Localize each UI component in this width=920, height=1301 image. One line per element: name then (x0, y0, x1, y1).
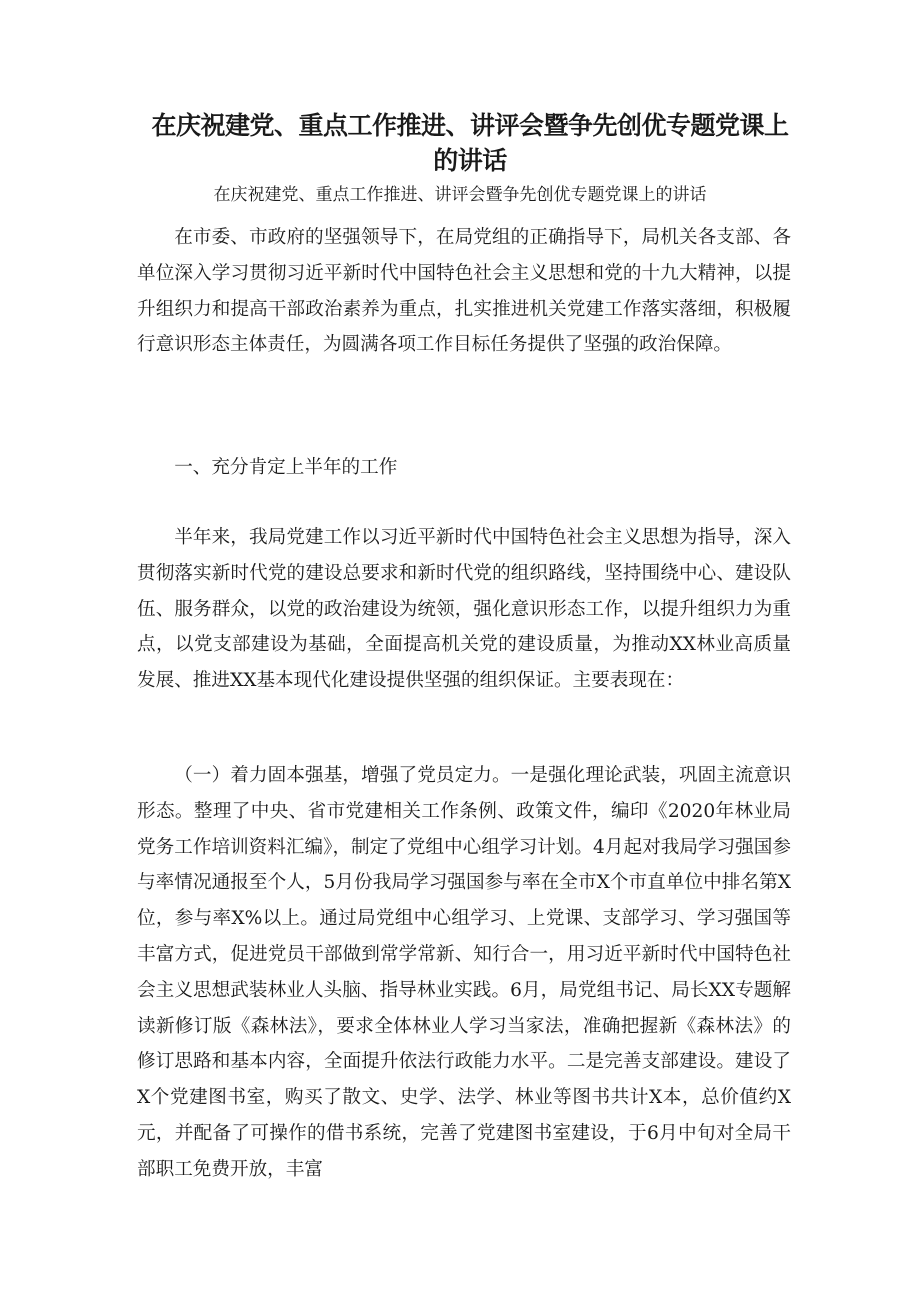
document-subtitle: 在庆祝建党、重点工作推进、讲评会暨争先创优专题党课上的讲话 (213, 185, 707, 205)
paragraph-intro: 在市委、市政府的坚强领导下，在局党组的正确指导下，局机关各支部、各单位深入学习贯彻习近平新时代中国特色社会主义思想和党的十九大精神，以提升组织力和提高干部政治素养为重点，扎实推进机关党建工作落实落细，积极履行意识形态主体责任，为圆满各项工作目标任务提供了坚强的政治保障。 (137, 227, 791, 356)
document-title: 在庆祝建党、重点工作推进、讲评会暨争先创优专题党课上的讲话 (151, 111, 789, 175)
section-heading: 一、充分肯定上半年的工作 (174, 457, 398, 478)
paragraph-half-year: 半年来，我局党建工作以习近平新时代中国特色社会主义思想为指导，深入贯彻落实新时代党的建设总要求和新时代党的组织路线，坚持围绕中心、建设队伍、服务群众，以党的政治建设为统领，强化意识形态工作，以提升组织力为重点，以党支部建设为基础，全面提高机关党的建设质量，为推动XX林业高质量发展、推进XX基本现代化建设提供坚强的组织保证。主要表现在： (137, 527, 791, 692)
paragraph-item-one: （一）着力固本强基，增强了党员定力。一是强化理论武装，巩固主流意识形态。整理了中央、省市党建相关工作条例、政策文件，编印《2020年林业局党务工作培训资料汇编》，制定了党组中心组学习计划。4月起对我局学习强国参与率情况通报至个人，5月份我局学习强国参与率在全市X个市直单位中排名第X位，参与率X%以上。通过局党组中心组学习、上党课、支部学习、学习强国等丰富方式，促进党员干部做到常学常新、知行合一，用习近平新时代中国特色社会主义思想武装林业人头脑、指导林业实践。6月，局党组书记、局长XX专题解读新修订版《森林法》，要求全体林业人学习当家法，准确把握新《森林法》的修订思路和基本内容，全面提升依法行政能力水平。二是完善支部建设。建设了X个党建图书室，购买了散文、史学、法学、林业等图书共计X本，总价值约X元，并配备了可操作的借书系统，完善了党建图书室建设，于6月中旬对全局干部职工免费开放，丰富 (137, 765, 791, 1180)
